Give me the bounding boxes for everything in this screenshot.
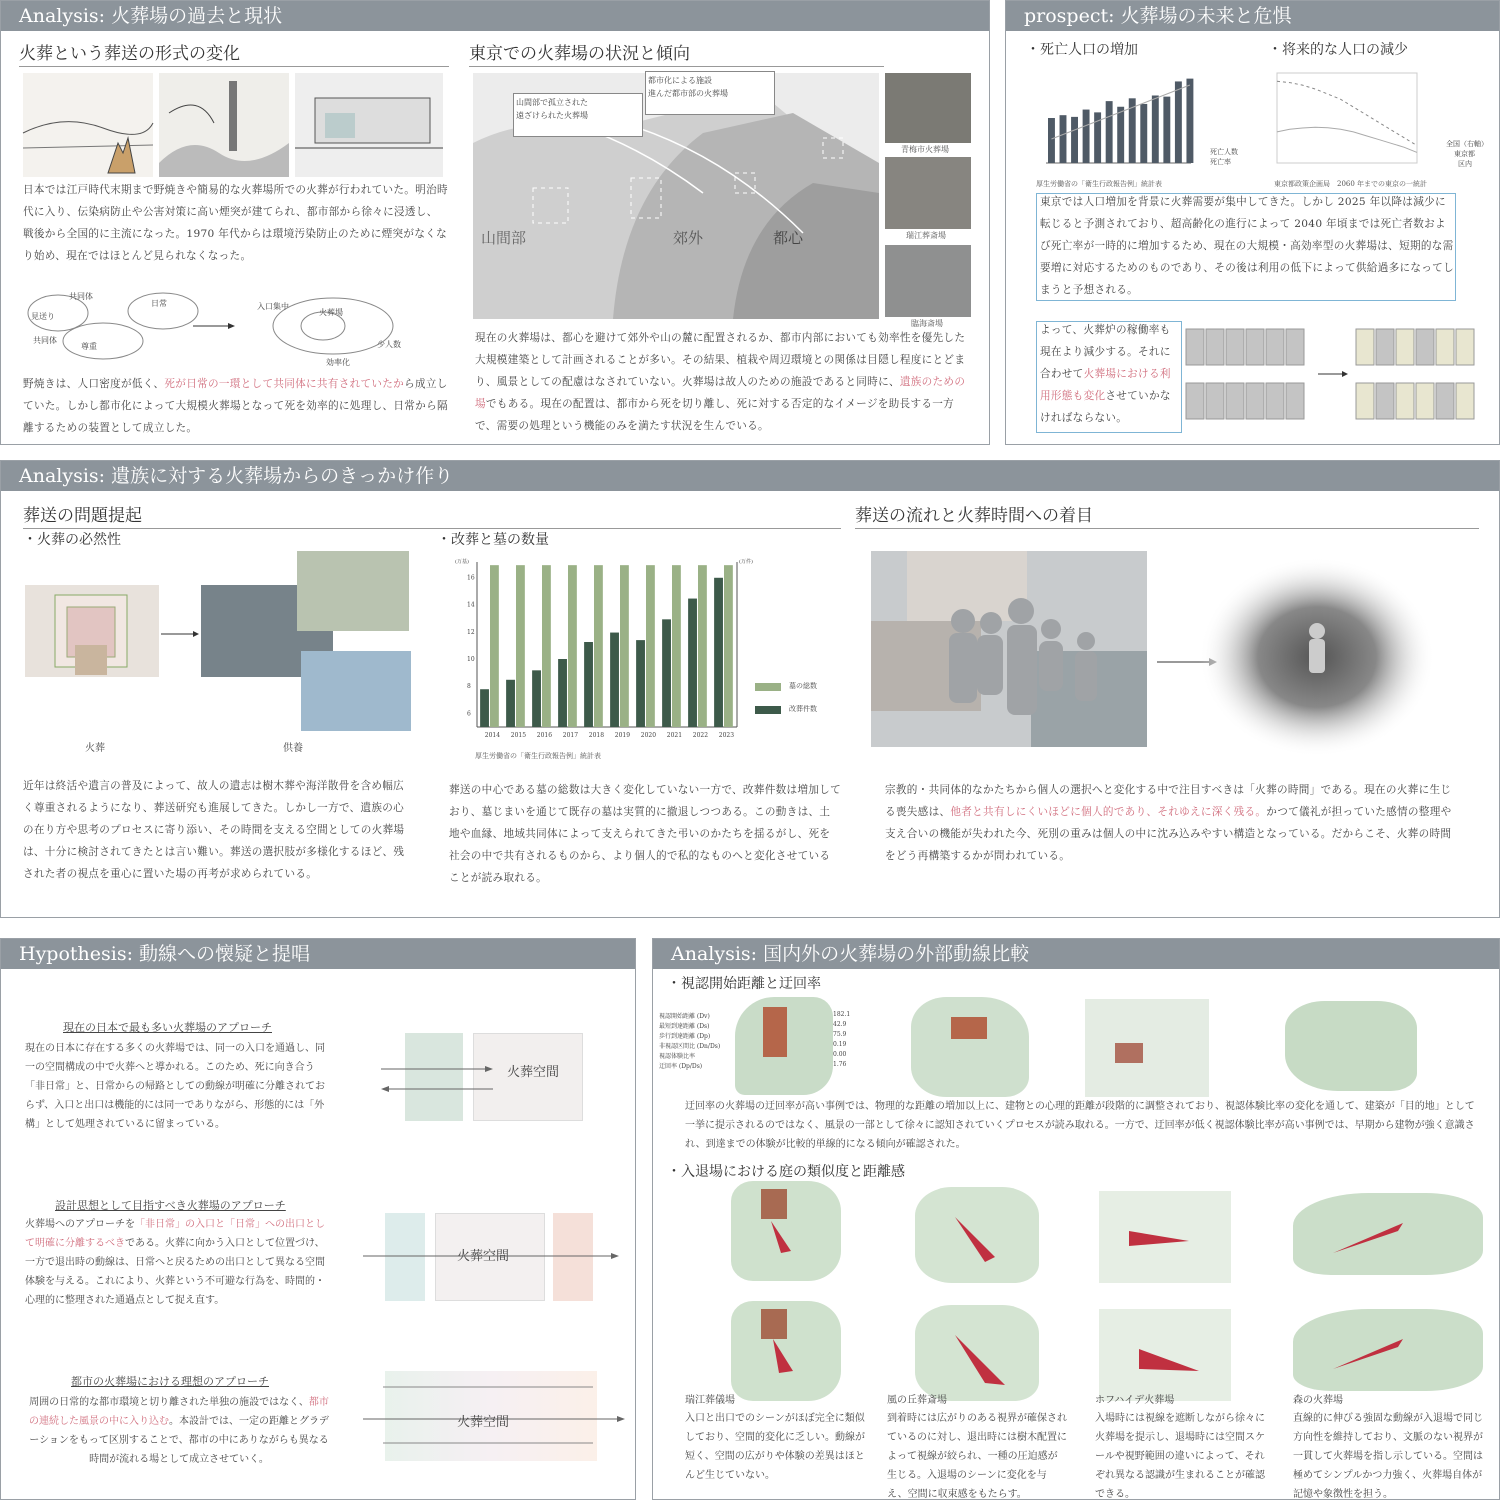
tick-label: 12 <box>467 628 475 636</box>
sketch-image-modern <box>295 73 443 177</box>
box-label: 火葬空間 <box>507 1065 560 1080</box>
metric-row: 視認体験比率 <box>659 1053 696 1060</box>
metric-row: 視認開始距離 (Dv) <box>659 1013 710 1020</box>
tick-label: 2018 <box>588 732 605 739</box>
population-chart <box>1272 71 1422 175</box>
death-count-chart <box>1036 73 1196 177</box>
metric-value: 75.9 <box>833 1031 847 1038</box>
sketch-image-noyaki <box>23 73 153 177</box>
arrow-icon <box>161 629 199 639</box>
sketch-cremation-door <box>25 585 159 677</box>
map-label-mountain: 山間部 <box>481 229 527 247</box>
bar-reburial <box>506 680 515 727</box>
bar-death <box>1163 97 1170 163</box>
map-label-center: 都心 <box>773 229 804 247</box>
graves-reburial-chart <box>451 557 751 753</box>
legend-item: 東京都 <box>1454 150 1475 158</box>
body-text-3: 宗教的・共同体的なかたちから個人の選択へと変化する中で注目すべきは「火葬の時間」である。現在の火葬に生じる喪失感は、他者と共有しにくいほどに個人的であり、それゆえに深く残る。かつて儀礼が担っていた感情の整理や支え合いの機能が失われた今、死別の重みは個人の中に沈み込みやすい構造となっている。だからこそ、火葬の時間をどう再構築するかが問われている。 <box>885 784 1452 862</box>
garden-plan-entry <box>731 1181 841 1281</box>
diagram-label: 火葬場 <box>319 308 343 317</box>
legend-item: 区内 <box>1458 160 1472 168</box>
image-caption: 火葬 <box>85 743 105 754</box>
sketch-sea-scattering <box>301 651 411 731</box>
tick-label: 2019 <box>614 732 631 739</box>
diagram-label: 見送り <box>31 312 55 321</box>
legend-item: 墓の総数 <box>789 682 817 690</box>
diagram-label: 日常 <box>151 299 167 308</box>
case-name: 瑞江葬儀場 <box>685 1395 735 1406</box>
metric-row: 最短到達距離 (Ds) <box>659 1023 710 1030</box>
body-text-2: 野焼きは、人口密度が低く、死が日常の一環として共同体に共有されていたから成立していた。しかし都市化によって大規模火葬場となって死を効率的に処理し、日常から隔離するための装置として成立した。 <box>23 378 448 434</box>
bar-reburial <box>714 578 723 727</box>
garden-plan-entry <box>915 1187 1039 1283</box>
bar-reburial <box>688 599 697 727</box>
legend-item: 改葬件数 <box>789 705 817 713</box>
bullet-heading: ・将来的な人口の減少 <box>1268 42 1408 58</box>
tick-label: 2016 <box>536 732 553 739</box>
garden-plan-entry <box>1099 1191 1231 1283</box>
bar-graves <box>490 565 499 727</box>
tick-label: 2014 <box>484 732 501 739</box>
tick-label: 16 <box>467 574 475 582</box>
panel-title: prospect: 火葬場の未来と危惧 <box>1006 1 1499 31</box>
sketch-tree-burial <box>297 551 409 631</box>
body-text: 現在の日本に存在する多くの火葬場では、同一の入口を通過し、同一の空間構成の中で火葬へと導かれる。このため、死に向き合う「非日常」と、日常からの帰路としての動線が明確に分離されておらず、入口と出口は機能的には同一でありながら、形態的には「外構」として処理されているに留まっている。 <box>25 1043 325 1130</box>
metric-value: 1.76 <box>833 1061 847 1068</box>
line-national <box>1277 81 1417 145</box>
bar-death <box>1175 81 1182 163</box>
panel-title: Analysis: 遺族に対する火葬場からのきっかけ作り <box>1 461 1499 491</box>
panel-prospect <box>1005 0 1500 445</box>
bar-death <box>1083 110 1090 163</box>
tick-label: 2015 <box>510 732 527 739</box>
panel-analysis-bereaved <box>0 460 1500 918</box>
bar-graves <box>672 565 681 727</box>
case-name: 風の丘葬斎場 <box>887 1395 947 1406</box>
legend-item: 死亡率 <box>1210 158 1231 166</box>
diagram-label: 少人数 <box>377 340 401 349</box>
panel-hypothesis <box>0 938 636 1500</box>
chart-caption: 東京都政策企画局 2060 年までの東京の一統計 <box>1274 180 1428 188</box>
diagram-label: 共同体 <box>33 336 57 345</box>
body-text-3: 現在の火葬場は、都心を避けて郊外や山の麓に配置されるか、都市内部においても効率性を優先した大規模建築として計画されることが多い。その結果、植栽や周辺環境との関係は目隠し程度にとどまり、風景としての配慮はなされていない。火葬場は故人のための施設であると同時に、遺族のための場でもある。現在の配置は、都市から死を切り離し、死に対する否定的なイメージを助長する一方で、需要の処理という機能のみを満たす状況を生んでいる。 <box>475 332 966 432</box>
body-text-2: よって、火葬炉の稼働率も現在より減少する。それに合わせて火葬場における利用形態も変化させていかなければならない。 <box>1040 324 1171 424</box>
photo-collage-funeral <box>871 551 1147 747</box>
metric-value: 0.19 <box>833 1041 847 1048</box>
bullet-heading: ・改葬と墓の数量 <box>437 532 549 548</box>
bar-graves <box>724 565 733 727</box>
bar-death <box>1106 101 1113 163</box>
garden-plan-exit <box>1099 1309 1231 1401</box>
bar-death <box>1048 118 1055 163</box>
site-plan <box>1085 999 1209 1097</box>
bar-graves <box>516 565 525 727</box>
body-text-2: 葬送の中心である墓の総数は大きく変化していない一方で、改葬件数は増加しており、墓じまいを通じて既存の墓は実質的に撤退しつつある。この動きは、土地や血縁、地域共同体によって支えられてきた弔いのかたちを揺るがし、死を社会の中で共有されるものから、より個人的で私的なものへと変化させていることが読み取れる。 <box>449 784 841 884</box>
map-note: 都市化による施設 進んだ都市部の火葬場 <box>645 71 775 115</box>
sketch-image-chimney <box>159 73 289 177</box>
bullet-heading: ・死亡人口の増加 <box>1026 42 1138 58</box>
body-text: 日本では江戸時代末期まで野焼きや簡易的な火葬場所での火葬が行われていた。明治時代に入り、伝染病防止や公害対策に高い煙突が建てられ、都市部から徐々に浸透し、戦後から全国的に主流になった。1970 年代からは環境汚染防止のために煙突がなくなり始め、現在ではほとんど見られなくなった。 <box>23 184 448 262</box>
bullet-heading: ・視認開始距離と迂回率 <box>667 976 821 992</box>
section-heading: 葬送の流れと火葬時間への着目 <box>855 501 1479 529</box>
bullet-heading: ・火葬の必然性 <box>23 532 121 548</box>
bar-reburial <box>636 640 645 727</box>
photo-caption: 臨海斎場 <box>911 319 943 328</box>
panel-title: Analysis: 国内外の火葬場の外部動線比較 <box>653 939 1499 969</box>
legend-swatch <box>755 706 781 714</box>
diagram-label: 共同体 <box>69 292 93 301</box>
case-text: 到着時には広がりのある視界が確保されているのに対し、退出時には樹木配置によって視線が絞られ、一種の圧迫感が生じる。入退場のシーンに変化を与え、空間に収束感をもたらす。 <box>887 1413 1067 1500</box>
chart-caption: 厚生労働省の「衛生行政報告例」統計表 <box>1036 180 1162 188</box>
metric-row: 歩行到達距離 (Dp) <box>659 1033 711 1040</box>
panel-title: Hypothesis: 動線への懐疑と提唱 <box>1 939 635 969</box>
body-text-2: 火葬場へのアプローチを「非日常」の入口と「日常」への出口として明確に分離するべきである。火葬に向かう入口として位置づけ、一方で退出時の動線は、日常へと戻るための出口として異なる空間体験を与える。これにより、火葬という不可避な行為を、時間的・心理的に整理された通過点として捉え直す。 <box>25 1219 325 1306</box>
photo-ome <box>885 73 971 143</box>
tick-label: 2022 <box>692 732 709 739</box>
bar-reburial <box>584 642 593 727</box>
metric-row: 非視認区間比 (Dn/Ds) <box>659 1043 721 1050</box>
diagram-label: 効率化 <box>326 358 350 367</box>
case-text: 入場時には視線を遮断しながら徐々に火葬場を提示し、退場時には空間スケールや視野範囲の違いによって、それぞれ異なる認識が生まれることが確認できる。 <box>1095 1413 1265 1500</box>
subheading: 都市の火葬場における理想のアプローチ <box>71 1375 269 1388</box>
metric-value: 182.1 <box>833 1011 851 1018</box>
bar-death <box>1060 115 1067 163</box>
bar-death <box>1186 79 1193 163</box>
arrow-icon <box>1318 369 1348 379</box>
bar-death <box>1071 117 1078 163</box>
bar-reburial <box>558 659 567 727</box>
bar-graves <box>568 565 577 727</box>
case-text: 直線的に伸びる強固な動線が入退場で同じ方向性を維持しており、文脈のない視界が一貫して火葬場を指し示している。空間は極めてシンプルかつ力強く、火葬場自体が記憶や象徴性を担う。 <box>1293 1413 1483 1500</box>
arrow-icon <box>381 1059 493 1099</box>
legend-item: 死亡人数 <box>1210 148 1238 156</box>
section-heading: 火葬という葬送の形式の変化 <box>19 39 449 67</box>
garden-plan-exit <box>915 1305 1039 1401</box>
tick-label: 10 <box>467 656 475 663</box>
diagram-label: 尊重 <box>81 342 97 351</box>
bar-death <box>1140 104 1147 163</box>
body-text-3: 周囲の日常的な都市環境と切り離された単独の施設ではなく、都市の連続した風景の中に入り込む。本設計では、一定の距離とグラデーションをもって区別することで、都市の中にありながらも異なる時間が流れる場として成立させていく。 <box>29 1397 329 1465</box>
metric-value: 42.9 <box>833 1021 847 1028</box>
body-text: 迂回率の火葬場の迂回率が高い事例では、物理的な距離の増加以上に、建物との心理的距離が段階的に調整されており、視認体験比率の変化を通して、建築が「目的地」として一挙に提示されるのではなく、風景の一部として徐々に認知されていくプロセスが読み取れる。一方で、迂回率が低く視認体験比率が高い事例では、早期から建物が強く意識され、到達までの体験が比較的単線的になる傾向が確認された。 <box>685 1101 1475 1150</box>
case-text: 入口と出口でのシーンがほぼ完全に類似しており、空間的変化に乏しい。動線が短く、空間の広がりや体験の差異はほとんど生じていない。 <box>685 1413 865 1481</box>
metric-value: 0.00 <box>833 1051 847 1058</box>
grief-drawing <box>1197 547 1437 757</box>
case-name: ホフハイデ火葬場 <box>1095 1395 1175 1406</box>
garden-plan-entry <box>1293 1193 1483 1275</box>
map-label-suburb: 郊外 <box>673 229 704 247</box>
photo-mizue <box>885 157 971 229</box>
section-heading: 葬送の問題提起 <box>23 501 841 529</box>
photo-caption: 瑞江葬斎場 <box>906 231 946 240</box>
axis-unit: (万基) <box>455 559 469 565</box>
tick-label: 2023 <box>718 732 735 739</box>
bullet-heading: ・入退場における庭の類似度と距離感 <box>667 1164 905 1180</box>
line-tokyo <box>1277 127 1417 152</box>
subheading: 現在の日本で最も多い火葬場のアプローチ <box>63 1021 272 1034</box>
bar-reburial <box>662 619 671 727</box>
body-text: 近年は終活や遺言の普及によって、故人の遺志は樹木葬や海洋散骨を含め幅広く尊重されるようになり、葬送研究も進展してきた。しかし一方で、遺族の心の在り方や思考のプロセスに寄り添い、その時間を支える空間としての火葬場は、十分に検討されてきたとは言い難い。葬送の選択肢が多様化するほど、残された者の視点を重心に置いた場の再考が求められている。 <box>23 780 405 880</box>
bar-graves <box>698 565 707 727</box>
chart-caption: 厚生労働省の「衛生行政報告例」統計表 <box>475 752 601 760</box>
body-text: 東京では人口増加を背景に火葬需要が集中してきた。しかし 2025 年以降は減少に転じると予測されており、超高齢化の進行によって 2040 年頃までは死亡者数および死亡率が一時的に増加するため、現在の大規模・高効率型の火葬場は、短期的な需要増に対応するためのものであり、その後は利用の低下によって供給過多になってしまうと予想される。 <box>1040 196 1454 296</box>
bar-death <box>1117 107 1124 163</box>
site-plan <box>911 997 1029 1097</box>
garden-plan-exit <box>731 1301 841 1401</box>
site-plan <box>1285 1001 1417 1091</box>
bar-graves <box>646 565 655 727</box>
tick-label: 2017 <box>562 732 579 739</box>
box-label: 火葬空間 <box>457 1249 510 1264</box>
legend-item: 全国（右軸） <box>1446 140 1488 148</box>
metric-row: 迂回率 (Dp/Ds) <box>659 1063 703 1070</box>
tick-label: 6 <box>467 710 471 718</box>
bar-death <box>1152 96 1159 164</box>
tick-label: 14 <box>467 601 475 609</box>
bar-graves <box>620 565 629 727</box>
arrow-icon <box>363 1251 619 1261</box>
box-label: 火葬空間 <box>457 1415 510 1430</box>
furnace-grid-before <box>1186 329 1306 429</box>
garden-plan-exit <box>1293 1309 1483 1391</box>
site-plan <box>735 997 833 1095</box>
bar-reburial <box>610 633 619 727</box>
case-name: 森の火葬場 <box>1293 1395 1343 1406</box>
image-caption: 供養 <box>283 743 303 754</box>
subheading: 設計思想として目指すべき火葬場のアプローチ <box>55 1199 286 1212</box>
axis-unit: (万件) <box>739 559 753 565</box>
tick-label: 8 <box>467 683 471 691</box>
tick-label: 2021 <box>666 732 683 739</box>
section-heading: 東京での火葬場の状況と傾向 <box>469 39 884 67</box>
photo-rinkai <box>885 245 971 317</box>
bar-graves <box>594 565 603 727</box>
tick-label: 2020 <box>640 732 657 739</box>
map-note: 山間部で孤立された 遠ざけられた火葬場 <box>513 93 643 137</box>
legend-swatch <box>755 683 781 691</box>
photo-caption: 青梅市火葬場 <box>901 145 949 154</box>
diagram-label: 入口集中 <box>257 302 289 311</box>
panel-title: Analysis: 火葬場の過去と現状 <box>1 1 989 31</box>
panel-analysis-past-present <box>0 0 990 445</box>
bar-reburial <box>532 670 541 727</box>
panel-analysis-comparison <box>652 938 1500 1500</box>
furnace-grid-after <box>1356 329 1476 429</box>
bar-graves <box>542 565 551 727</box>
bar-reburial <box>480 689 489 727</box>
